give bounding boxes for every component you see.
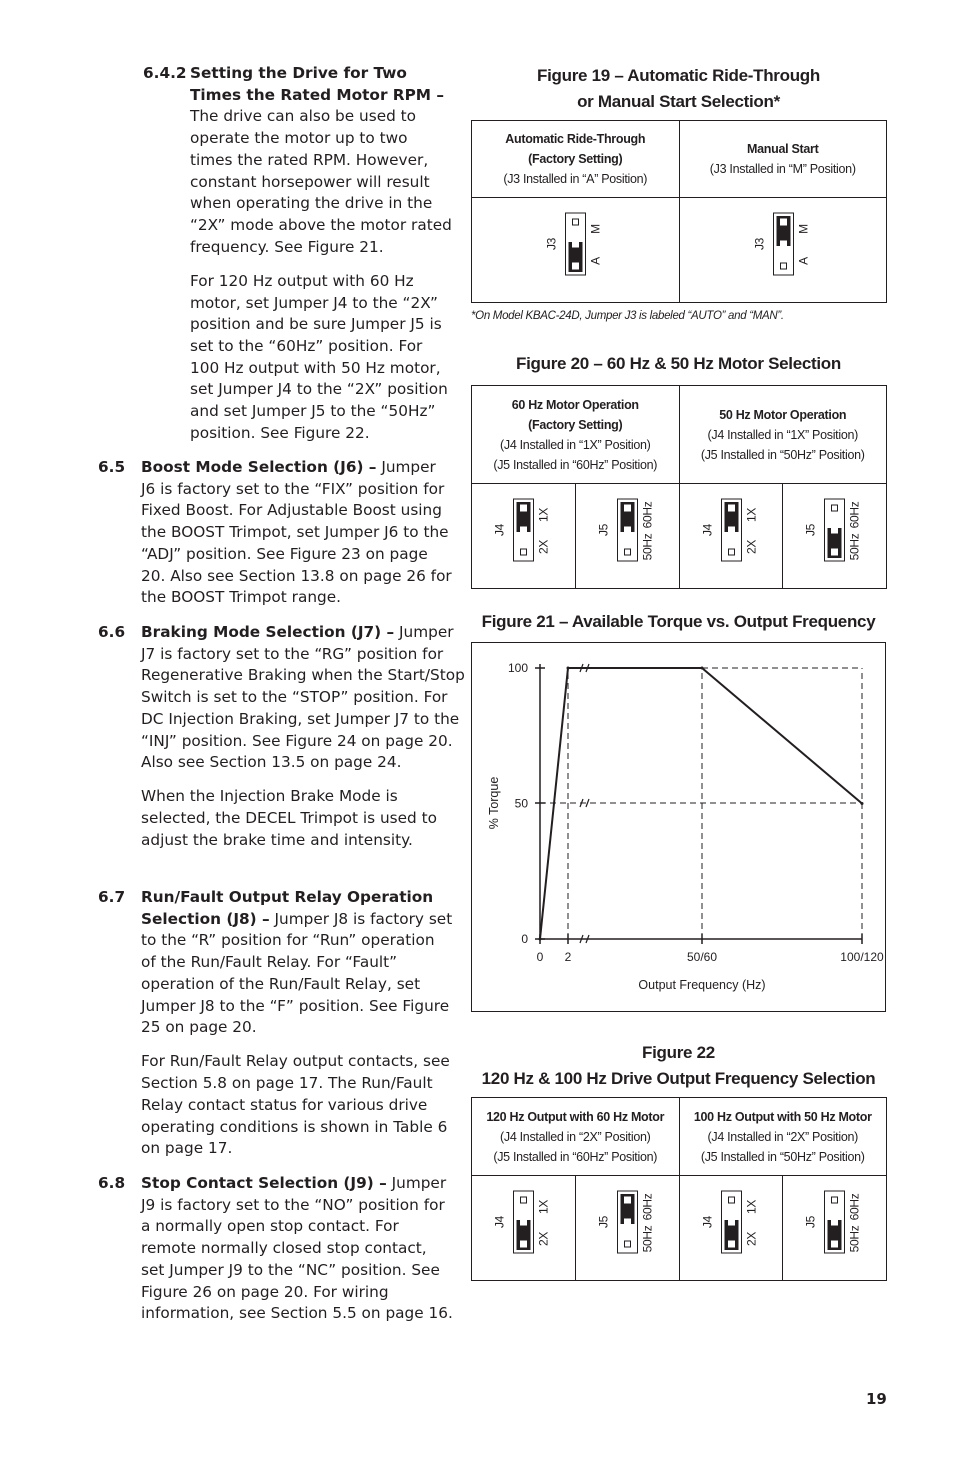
header-note: (J5 Installed in “50Hz” Position) <box>700 1149 865 1164</box>
header-note: (J5 Installed in “60Hz” Position) <box>493 1149 658 1164</box>
jumper-diagram <box>680 1176 783 1274</box>
section-paragraph-2: When the Injection Brake Mode is selected, the DECEL Trimpot is used to adjust the brake time and intensity. <box>141 787 437 849</box>
y-tick-label: 100 <box>507 661 528 675</box>
section-heading: Setting the Drive for Two Times the Rated Motor RPM – <box>190 64 444 104</box>
jumper-name-label: J4 <box>492 1215 507 1229</box>
fig19-jumper-cell <box>679 198 887 303</box>
fig19-header-manual <box>679 121 887 198</box>
fig22-header-100hz <box>679 1098 887 1176</box>
jumper-top-label: 1X <box>744 507 758 523</box>
jumper-pin <box>728 1241 734 1247</box>
jumper-top-label: 60Hz <box>640 501 655 529</box>
jumper-bottom-label: 2X <box>536 539 551 555</box>
jumper-top-label: 60Hz <box>847 501 862 529</box>
figure-title-line: Figure 22 <box>642 1043 715 1062</box>
jumper-pin <box>832 527 838 533</box>
jumper-diagram <box>472 1176 575 1274</box>
jumper-pin <box>728 1219 734 1225</box>
jumper-diagram <box>783 484 886 582</box>
fig20-jumper-cell <box>575 484 679 589</box>
section-paragraph <box>141 1173 453 1325</box>
fig20-header-60hz <box>472 386 680 484</box>
figure-21-title: Figure 21 – Available Torque vs. Output Frequency <box>481 612 876 631</box>
x-tick-label: 100/120 <box>840 950 884 964</box>
section-paragraph-2: For Run/Fault Relay output contacts, see Section 5.8 on page 17. The Run/Fault Relay contact status for various drive operating conditions is shown in Table 6 on page 17. <box>141 1052 450 1158</box>
figure-title-line: Figure 19 – Automatic Ride-Through <box>537 66 820 85</box>
jumper-name-label: J3 <box>752 237 766 251</box>
figure-21-chart-frame <box>471 642 886 1012</box>
fig22-jumper-cell <box>472 1176 576 1281</box>
jumper-pin <box>624 1219 630 1225</box>
jumper-pin <box>624 527 630 533</box>
jumper-pin <box>573 241 579 247</box>
jumper-name-label: J5 <box>803 1215 818 1229</box>
jumper-top-label: M <box>796 224 810 234</box>
fig19-header-auto <box>472 121 680 198</box>
jumper-bottom-label: 2X <box>536 1231 551 1247</box>
section-body: Jumper J9 is factory set to the “NO” position for a normally open stop contact. For remote normally closed stop contact, set Jumper J9 to the “NC” position. See Figure 26 on page 20. For wiring information, see Section 5.5 on page 16. <box>141 1174 453 1323</box>
x-tick-label: 0 <box>536 950 544 964</box>
jumper-pin <box>624 549 630 555</box>
figure-19-footnote: *On Model KBAC-24D, Jumper J3 is labeled “AUTO” and “MAN”. <box>471 310 784 322</box>
figure-20-table <box>471 385 887 589</box>
section-paragraph <box>141 457 453 609</box>
jumper-pin <box>521 527 527 533</box>
header-note: (J5 Installed in “60Hz” Position) <box>493 457 658 472</box>
header-note: (J4 Installed in “2X” Position) <box>707 1129 858 1144</box>
jumper-bottom-label: A <box>796 257 810 265</box>
section-body: Jumper J8 is factory set to the “R” position for “Run” operation of the Run/Fault Relay. For “Fault” operation of the Run/Fault Relay, set Jumper J8 to the “F” position. See Figure 25 on page 20. <box>141 909 453 1037</box>
fig20-jumper-cell <box>679 484 783 589</box>
header-note: (J3 Installed in “M” Position) <box>709 162 856 176</box>
x-axis-label: Output Frequency (Hz) <box>638 978 766 992</box>
jumper-name-label: J4 <box>700 523 714 537</box>
header-note: (J3 Installed in “A” Position) <box>503 172 648 186</box>
fig19-jumper-cell <box>472 198 680 303</box>
jumper-pin <box>832 505 838 511</box>
section-body: The drive can also be used to operate the motor up to two times the rated RPM. However, constant horsepower will result when operating the drive in the “2X” mode above the motor rated frequency. See Figure 21. <box>190 107 452 256</box>
fig22-header-120hz <box>472 1098 680 1176</box>
jumper-top-label: 1X <box>536 507 551 523</box>
jumper-pin <box>728 1197 734 1203</box>
page-number: 19 <box>866 1390 887 1408</box>
jumper-pin <box>780 241 786 247</box>
jumper-bottom-label: 50Hz <box>847 1225 862 1253</box>
section-body: Jumper J6 is factory set to the “FIX” position for Fixed Boost. For Adjustable Boost using the BOOST Trimpot, set Jumper J6 to the “ADJ” position. See Figure 23 on page 20. Also see Section 13.8 on page 26 for the BOOST Trimpot range. <box>141 458 452 607</box>
jumper-pin <box>728 505 734 511</box>
jumper-diagram <box>576 1176 679 1274</box>
header-subtitle: (Factory Setting) <box>528 417 623 432</box>
fig22-jumper-cell <box>575 1176 679 1281</box>
fig20-header-50hz <box>679 386 887 484</box>
jumper-bottom-label: 2X <box>744 539 758 555</box>
jumper-pin <box>521 1241 527 1247</box>
jumper-bottom-label: 50Hz <box>640 533 655 561</box>
figure-22-title <box>471 1040 886 1092</box>
section-number: 6.4.2 <box>143 64 187 82</box>
jumper-bottom-label: A <box>588 257 603 265</box>
jumper-pin <box>728 527 734 533</box>
jumper-pin <box>832 1241 838 1247</box>
header-title: 60 Hz Motor Operation <box>511 397 639 412</box>
jumper-diagram <box>472 198 679 296</box>
x-tick-label: 2 <box>564 950 572 964</box>
y-axis-label: % Torque <box>487 776 501 830</box>
jumper-pin <box>728 549 734 555</box>
torque-point <box>701 667 704 670</box>
jumper-pin <box>832 549 838 555</box>
header-title: 50 Hz Motor Operation <box>719 407 847 422</box>
jumper-pin <box>780 263 786 269</box>
jumper-pin <box>573 263 579 269</box>
jumper-top-label: M <box>588 224 603 234</box>
jumper-pin <box>624 1197 630 1203</box>
section-number: 6.7 <box>98 888 126 906</box>
section-number: 6.5 <box>98 458 126 476</box>
fig22-jumper-cell <box>783 1176 887 1281</box>
header-note: (J4 Installed in “1X” Position) <box>500 437 651 452</box>
jumper-diagram <box>680 198 887 296</box>
figure-19-title <box>471 63 886 115</box>
jumper-bottom-label: 2X <box>744 1231 758 1247</box>
jumper-top-label: 60Hz <box>847 1193 862 1221</box>
jumper-pin <box>832 1219 838 1225</box>
section-number: 6.8 <box>98 1174 126 1192</box>
jumper-pin <box>521 1219 527 1225</box>
figure-title-line: 120 Hz & 100 Hz Drive Output Frequency Selection <box>481 1069 876 1088</box>
section-heading: Boost Mode Selection (J6) – <box>141 458 377 476</box>
y-tick-label: 50 <box>514 796 528 811</box>
header-subtitle: (Factory Setting) <box>528 152 623 166</box>
jumper-diagram <box>783 1176 886 1274</box>
x-tick-label: 50/60 <box>686 950 718 964</box>
y-tick-label: 0 <box>521 932 528 946</box>
figure-20-title: Figure 20 – 60 Hz & 50 Hz Motor Selection <box>516 354 841 373</box>
jumper-pin <box>832 1197 838 1203</box>
section-paragraph <box>141 887 453 1039</box>
header-note: (J4 Installed in “1X” Position) <box>707 427 858 442</box>
jumper-top-label: 1X <box>744 1199 758 1215</box>
header-title: 100 Hz Output with 50 Hz Motor <box>693 1109 872 1124</box>
jumper-pin <box>521 505 527 511</box>
fig20-jumper-cell <box>783 484 887 589</box>
torque-point <box>539 938 542 941</box>
jumper-bottom-label: 50Hz <box>640 1225 655 1253</box>
jumper-diagram <box>680 484 783 582</box>
jumper-bottom-label: 50Hz <box>847 533 862 561</box>
section-paragraph <box>141 622 467 774</box>
figure-19-table <box>471 120 887 303</box>
header-title: Automatic Ride-Through <box>505 132 646 146</box>
jumper-pin <box>624 1241 630 1247</box>
jumper-diagram <box>472 484 575 582</box>
section-heading: Run/Fault Output Relay Operation Selection (J8) – <box>141 888 434 928</box>
section-paragraph-2: For 120 Hz output with 60 Hz motor, set Jumper J4 to the “2X” position and be sure Jumper J5 is set to the “60Hz” position. For 100 Hz output with 50 Hz motor, set Jumper J4 to the “2X” position and set Jumper J5 to the “50Hz” position. See Figure 22. <box>190 271 448 442</box>
torque-point <box>861 802 864 805</box>
section-heading: Stop Contact Selection (J9) – <box>141 1174 387 1192</box>
torque-point <box>567 667 570 670</box>
jumper-pin <box>624 505 630 511</box>
jumper-name-label: J3 <box>544 237 559 251</box>
section-paragraph <box>190 63 452 258</box>
jumper-diagram <box>576 484 679 582</box>
section-heading: Braking Mode Selection (J7) – <box>141 623 395 641</box>
jumper-name-label: J5 <box>596 523 611 537</box>
header-note: (J4 Installed in “2X” Position) <box>500 1129 651 1144</box>
jumper-name-label: J5 <box>596 1215 611 1229</box>
jumper-name-label: J4 <box>700 1215 714 1229</box>
section-number: 6.6 <box>98 623 126 641</box>
header-title: 120 Hz Output with 60 Hz Motor <box>486 1109 665 1124</box>
header-note: (J5 Installed in “50Hz” Position) <box>700 447 865 462</box>
jumper-top-label: 1X <box>536 1199 551 1215</box>
fig22-jumper-cell <box>679 1176 783 1281</box>
jumper-name-label: J5 <box>803 523 818 537</box>
jumper-pin <box>573 219 579 225</box>
figure-22-table <box>471 1097 887 1281</box>
jumper-name-label: J4 <box>492 523 507 537</box>
jumper-pin <box>780 219 786 225</box>
torque-chart <box>472 643 885 1011</box>
header-title: Manual Start <box>747 142 819 156</box>
figure-title-line: or Manual Start Selection* <box>577 92 780 111</box>
jumper-top-label: 60Hz <box>640 1193 655 1221</box>
section-body: Jumper J7 is factory set to the “RG” position for Regenerative Braking when the Start/Stop Switch is set to the “STOP” position. For DC Injection Braking, set Jumper J7 to the “INJ” position. See Figure 24 on page 20. Also see Section 13.5 on page 24. <box>141 623 465 772</box>
jumper-pin <box>521 549 527 555</box>
jumper-pin <box>521 1197 527 1203</box>
fig20-jumper-cell <box>472 484 576 589</box>
